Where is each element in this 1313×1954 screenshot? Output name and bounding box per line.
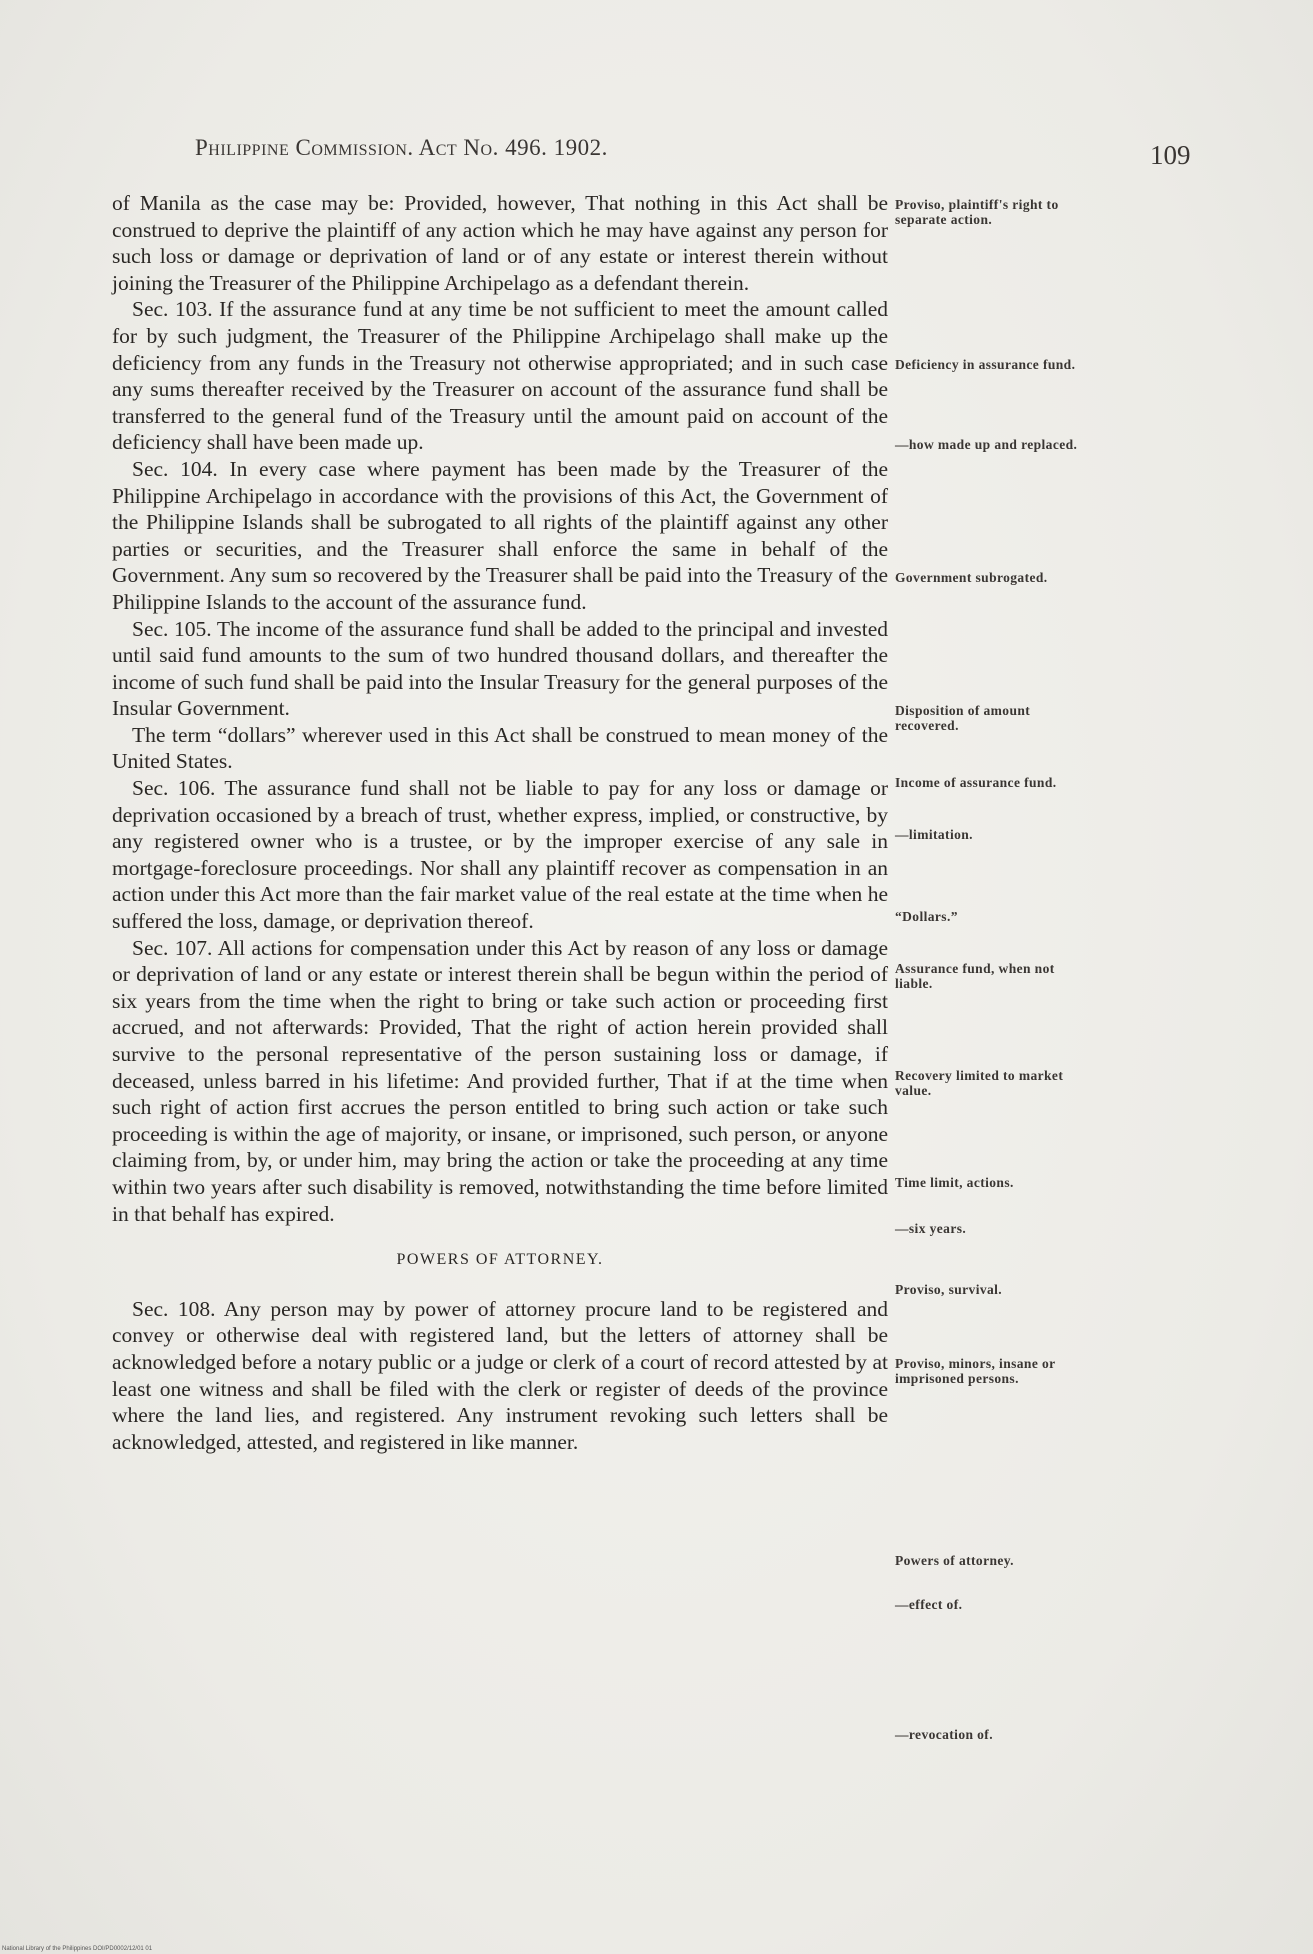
margin-note: Recovery limited to market value. bbox=[895, 1068, 1064, 1098]
margin-note: Income of assurance fund. bbox=[895, 775, 1057, 790]
margin-note: —revocation of. bbox=[895, 1727, 993, 1742]
section-104: Sec. 104. In every case where payment has been made by the Treasurer of the Philippine Archipelago in accordance with the provisions of this Act, the Government of the Philippine Islands shall be subrogated to all rights of the plaintiff against any other parties or securities, and the Treasurer shall enforce the same in behalf of the Government. Any sum so recovered by the Treasurer shall be paid into the Treasury of the Philippine Islands to the account of the assurance fund. bbox=[112, 456, 888, 614]
paragraph-continuation: of Manila as the case may be: Provided, however, That nothing in this Act shall be construed to deprive the plaintiff of any action which he may have against any person for such loss or damage or deprivation of land or of any estate or interest therein without joining the Treasurer of the Philippine Archipelago as a defendant therein. bbox=[112, 191, 888, 295]
margin-note: Time limit, actions. bbox=[895, 1175, 1014, 1190]
margin-note: Proviso, plaintiff's right to separate action. bbox=[895, 197, 1059, 227]
section-105: Sec. 105. The income of the assurance fund shall be added to the principal and invested until said fund amounts to the sum of two hundred thousand dollars, and thereafter the income of such fund shall be paid into the Insular Treasury for the general purposes of the Insular Government. bbox=[112, 616, 888, 721]
running-title: Philippine Commission. Act No. 496. 1902. bbox=[195, 135, 608, 160]
margin-note: “Dollars.” bbox=[895, 909, 958, 924]
body-text bbox=[112, 190, 888, 1455]
section-heading: POWERS OF ATTORNEY. bbox=[396, 1251, 604, 1269]
margin-note: —limitation. bbox=[895, 827, 973, 842]
section-107: Sec. 107. All actions for compensation under this Act by reason of any loss or damage or deprivation of land or any estate or interest therein shall be begun within the period of six years from the time when the right to bring or take such action or proceeding first accrued, and not afterwards: Provided, That the right of action herein provided shall survive to the personal representative of the person sustaining loss or damage, if deceased, unless barred in his lifetime: And provided further, That if at the time when such right of action first accrues the person entitled to bring such action or take such proceeding is within the age of majority, or insane, or imprisoned, such person, or anyone claiming from, by, or under him, may bring the action or take the proceeding at any time within two years after such disability is removed, notwithstanding the time before limited in that behalf has expired. bbox=[112, 935, 888, 1226]
margin-note: Proviso, minors, insane or imprisoned persons. bbox=[895, 1356, 1056, 1386]
margin-note: —six years. bbox=[895, 1221, 967, 1236]
margin-note: Disposition of amount recovered. bbox=[895, 703, 1031, 733]
margin-note: Assurance fund, when not liable. bbox=[895, 961, 1055, 991]
page-number: 109 bbox=[1150, 140, 1191, 170]
section-106: Sec. 106. The assurance fund shall not be liable to pay for any loss or damage or deprivation occasioned by a breach of trust, whether express, implied, or constructive, by any registered owner who is a trustee, or by the improper exercise of any sale in mortgage-foreclosure proceedings. Nor shall any plaintiff recover as compensation in an action under this Act more than the fair market value of the real estate at the time when he suffered the loss, damage, or deprivation thereof. bbox=[112, 776, 888, 934]
margin-note: Powers of attorney. bbox=[895, 1553, 1014, 1568]
margin-note: —effect of. bbox=[895, 1597, 963, 1612]
dollars-definition: The term “dollars” wherever used in this Act shall be construed to mean money of the United States. bbox=[112, 722, 888, 774]
margin-note: Proviso, survival. bbox=[895, 1282, 1003, 1297]
section-103: Sec. 103. If the assurance fund at any time be not sufficient to meet the amount called for by such judgment, the Treasurer of the Philippine Archipelago shall make up the deficiency from any funds in the Treasury not otherwise appropriated; and in such case any sums thereafter received by the Treasurer on account of the assurance fund shall be transferred to the general fund of the Treasury until the amount paid on account of the deficiency shall have been made up. bbox=[112, 297, 888, 455]
section-108: Sec. 108. Any person may by power of attorney procure land to be registered and convey or otherwise deal with registered land, but the letters of attorney shall be acknowledged before a notary public or a judge or clerk of a court of record attested by at least one witness and shall be filed with the clerk or register of deeds of the province where the land lies, and registered. Any instrument revoking such letters shall be acknowledged, attested, and registered in like manner. bbox=[112, 1296, 888, 1454]
margin-note: Deficiency in assurance fund. bbox=[895, 357, 1076, 372]
scan-credit: National Library of the Philippines DOI/PD0002/12/01 01 bbox=[2, 1946, 153, 1952]
margin-note: —how made up and replaced. bbox=[895, 437, 1078, 452]
margin-note: Government subrogated. bbox=[895, 570, 1048, 585]
